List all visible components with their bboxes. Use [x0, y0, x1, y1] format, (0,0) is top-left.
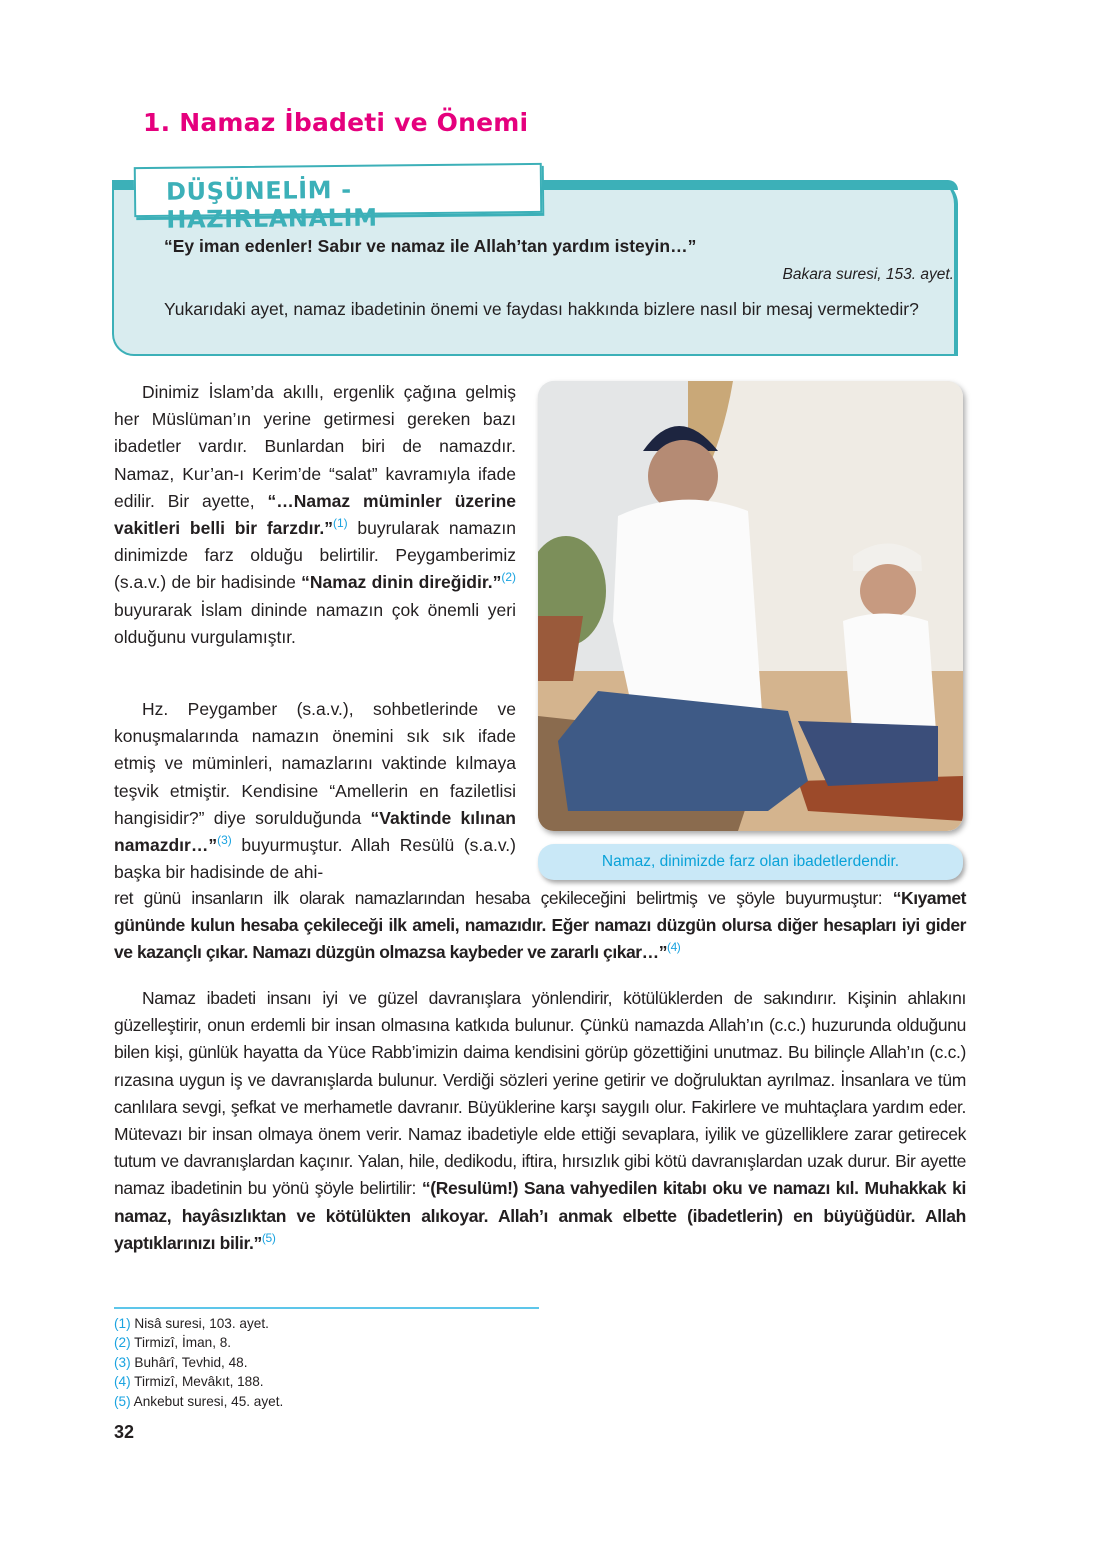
- think-box-header: [134, 163, 543, 234]
- prayer-photo: [538, 381, 963, 831]
- footnote-number: (3): [114, 1354, 131, 1370]
- text: Dinimiz İslam’da akıllı, ergenlik çağına gelmiş her Müslüman’ın yerine getirmesi gereken bazı ibadetler vardır. Bunlardan biri de namazdır. Namaz, Kur’an-ı Kerim’de “salat” kavramıyla ifade edilir. Bir ayette,: [114, 382, 516, 511]
- paragraph-2: [114, 696, 516, 886]
- page-number: 32: [114, 1422, 135, 1442]
- photo-caption: Namaz, dinimizde farz olan ibadetlerdendir.: [538, 844, 963, 880]
- footnote-ref-1[interactable]: (1): [332, 516, 348, 531]
- quote-ayah: “…Namaz müminler üzerine vakitleri belli bir farzdır.”: [114, 490, 516, 539]
- text: buyrularak namazın dinimizde farz olduğu belirtilir. Peygamberimiz (s.a.v.) de bir hadisinde: [114, 518, 516, 593]
- footnote-ref-2[interactable]: (2): [501, 570, 516, 585]
- footnote-text: Buhârî, Tevhid, 48.: [134, 1354, 248, 1370]
- quote-hadith: “Kıyamet gününde kulun hesaba çekileceği ilk ameli, namazıdır. Eğer namazı düzgün olursa diğer hesapları iyi gider ve kazançlı çıkar. Namazı düzgün olmazsa kaybeder ve zararlı çıkar…”: [114, 888, 966, 963]
- footnote-number: (5): [114, 1393, 131, 1409]
- think-box-header-label: DÜŞÜNELİM - HAZIRLANALIM: [165, 175, 378, 234]
- footnote-number: (4): [114, 1374, 131, 1390]
- text: Namaz ibadeti insanı iyi ve güzel davranışlara yönlendirir, kötülüklerden de sakındırır. Kişinin ahlakını güzelleştirir, onun erdemli bir insan olmasına katkıda bulunur. Çünkü namazda Allah’ın (c.c.) huzurunda olduğunu bilen kişi, günlük hayatta da Yüce Rabb’imizin daima kendisini görüp gözettiğini unutmaz. Bu bilinçle Allah’ın (c.c.) rızasına uygun iş ve davranışlarda bulunur. Verdiği sözleri yerine getirir ve doğruluktan ayrılmaz. İnsanlara ve tüm canlılara sevgi, şefkat ve merhametle davranır. Büyüklerine karşı saygılı olur. Fakirlere ve muhtaçlara yardım eder. Mütevazı bir insan olmaya önem verir. Namaz ibadetiyle elde ettiği sevaplara, iyilik ve güzelliklere zarar getirecek tutum ve davranışlardan kaçınır. Yalan, hile, dedikodu, iftira, hırsızlık gibi kötü davranışlardan uzak durur. Bir ayette namaz ibadetinin bu yönü şöyle belirtilir:: [114, 988, 966, 1199]
- footnote-3: [114, 1353, 283, 1372]
- text: Hz. Peygamber (s.a.v.), sohbetlerinde ve konuşmalarında namazın önemini sık sık ifade etmiş ve müminleri, namazlarını vaktinde kılmaya teşvik etmiştir. Kendisine “Amellerin en faziletlisi hangisidir?” diye sorulduğunda: [114, 699, 516, 828]
- footnote-divider: [114, 1307, 539, 1309]
- think-question: Yukarıdaki ayet, namaz ibadetinin önemi ve faydası hakkında bizlere nasıl bir mesaj vermektedir?: [164, 299, 919, 319]
- paragraph-3: [114, 985, 966, 1257]
- footnote-text: Ankebut suresi, 45. ayet.: [133, 1393, 284, 1409]
- footnote-number: (2): [114, 1335, 131, 1351]
- section-title: 1. Namaz İbadeti ve Önemi: [143, 108, 529, 137]
- footnote-ref-5[interactable]: (5): [261, 1230, 276, 1245]
- text: buyurarak İslam dininde namazın çok önemli yeri olduğunu vurgulamıştır.: [114, 599, 516, 647]
- footnote-5: [114, 1392, 283, 1411]
- paragraph-2-continued: [114, 885, 966, 967]
- footnote-ref-4[interactable]: (4): [667, 940, 681, 955]
- footnote-ref-3[interactable]: (3): [217, 833, 232, 848]
- text: ret günü insanların ilk olarak namazlarından hesaba çekileceğini belirtmiş ve şöyle buyurmuştur:: [114, 888, 893, 908]
- footnote-text: Nisâ suresi, 103. ayet.: [134, 1316, 269, 1331]
- footnote-2: [114, 1333, 283, 1352]
- prayer-illustration-icon: [538, 381, 963, 831]
- footnotes: [114, 1314, 283, 1411]
- footnote-1: [114, 1314, 283, 1333]
- footnote-4: [114, 1372, 283, 1391]
- quote-ayah: “(Resulüm!) Sana vahyedilen kitabı oku ve namazı kıl. Muhakkak ki namaz, hayâsızlıktan ve kötülükten alıkoyar. Allah’ı anmak elbette (ibadetlerin) en büyüğüdür. Allah yaptıklarınızı bilir.”: [114, 1178, 966, 1253]
- footnote-text: Tirmizî, Mevâkıt, 188.: [134, 1374, 264, 1390]
- quote-hadith: “Vaktinde kılınan namazdır…”: [114, 807, 516, 856]
- verse-quote: “Ey iman edenler! Sabır ve namaz ile Allah’tan yardım isteyin…”: [164, 236, 697, 256]
- footnote-number: (1): [114, 1316, 131, 1331]
- text: buyurmuştur. Allah Resülü (s.a.v.) başka bir hadisinde de ahi-: [114, 835, 516, 883]
- paragraph-1: [114, 379, 516, 651]
- footnote-text: Tirmizî, İman, 8.: [134, 1335, 232, 1351]
- quote-hadith: “Namaz dinin direğidir.”: [301, 572, 502, 593]
- verse-source: Bakara suresi, 153. ayet.: [782, 266, 954, 283]
